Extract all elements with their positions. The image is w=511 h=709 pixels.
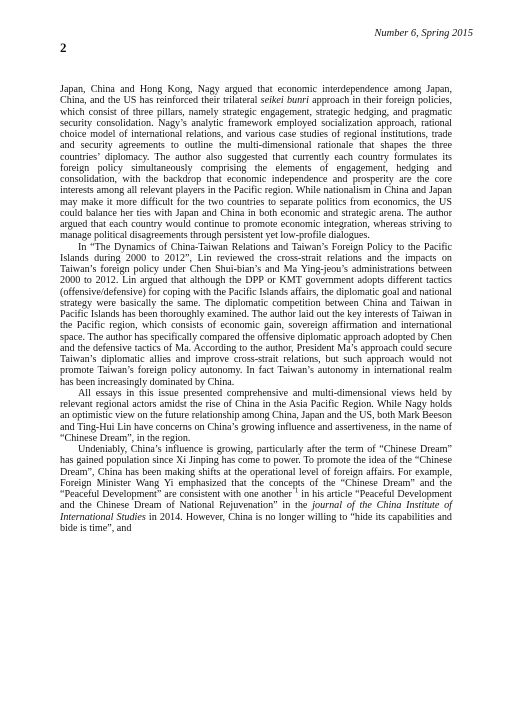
paragraph-text: in his article “Peaceful Development and the Chinese Dream of National Rejuvenation” in the: [60, 489, 452, 512]
italic-term: seikei bunri: [260, 95, 309, 107]
paragraph-lin-summary: In “The Dynamics of China-Taiwan Relations and Taiwan’s Foreign Policy to the Pacific Islands during 2000 to 2012”, Lin reviewed the cross-strait relations and the impacts on Taiwan’s foreign policy under Chen Shui-bian’s and Ma Ying-jeou’s administrations between 2000 to 2012. Lin argued that although the DPP or KMT government adopts different tactics (offensive/defensive) for coping with the Pacific Islands affairs, the diplomatic goal and national strategy were basically the same. The diplomatic competition between China and Taiwan in Pacific Islands has been thoroughly examined. The author laid out the key interests of Taiwan in the Pacific region, which consists of economic gain, sovereign affirmation and international space. The author has specifically compared the offensive diplomatic approach adopted by Chen and the defensive tactics of Ma. According to the author, President Ma’s approach could secure Taiwan’s diplomatic allies and improve cross-strait relations, but such approach would not promote Taiwan’s foreign policy autonomy. In fact Taiwan’s autonomy in international realm has been increasingly dominated by China.: [60, 241, 452, 388]
paragraph-text: approach in their foreign policies, which consist of three pillars, namely strategic engagement, strategic hedging, and pragmatic security consolidation. Nagy’s analytic framework employed socialization approach, rational choice model of international relations, and various case studies of regional institutions, trade and security agreements to outline the multi-dimensional rationale that shapes the three countries’ diplomacy. The author also suggested that currently each country formulates its foreign policy simultaneously comprising the elements of engagement, hedging and consolidation, with the backdrop that economic independence and prosperity are the core interests among all relevant players in the Pacific region. While nationalism in China and Japan may make it more difficult for the two countries to separate politics from economics, the US could balance her ties with Japan and China in both economic and strategic arena. The author argued that each country would continue to promote economic integration, whereas striving to manage political disagreements through persistent yet low-profile dialogues.: [60, 95, 452, 242]
paragraph-text: in 2014. However, China is no longer willing to “hide its capabilities and bide is time”, and: [60, 511, 452, 534]
page-number: 2: [60, 40, 67, 55]
body-text: [60, 84, 452, 534]
paragraph-text: Undeniably, China’s influence is growing, particularly after the term of “Chinese Dream” has gained population since Xi Jinping has come to power. To promote the idea of the “Chinese Dream”, China has been making shifts at the operational level of foreign affairs. For example, Foreign Minister Wang Yi emphasized that the concepts of the “Chinese Dream” and the “Peaceful Development” are consistent with one another: [60, 444, 452, 500]
running-head: Number 6, Spring 2015: [374, 28, 473, 39]
footnote-ref[interactable]: 1: [294, 486, 299, 495]
paragraph-text: Japan, China and Hong Kong, Nagy argued that economic interdependence among Japan, China, and the US has reinforced their trilateral: [60, 84, 452, 107]
paragraph-essays-overview: All essays in this issue presented comprehensive and multi-dimensional views held by relevant regional actors amidst the rise of China in the Asia Pacific Region. While Nagy holds an optimistic view on the future relationship among China, Japan and the US, both Mark Beeson and Ting-Hui Lin have concerns on China’s growing influence and assertiveness, in the name of “Chinese Dream”, in the region.: [60, 387, 452, 444]
paragraph-chinese-dream: [60, 444, 452, 534]
paragraph-nagy-summary: [60, 84, 452, 242]
italic-journal-title: journal of the China Institute of International Studies: [60, 500, 452, 523]
